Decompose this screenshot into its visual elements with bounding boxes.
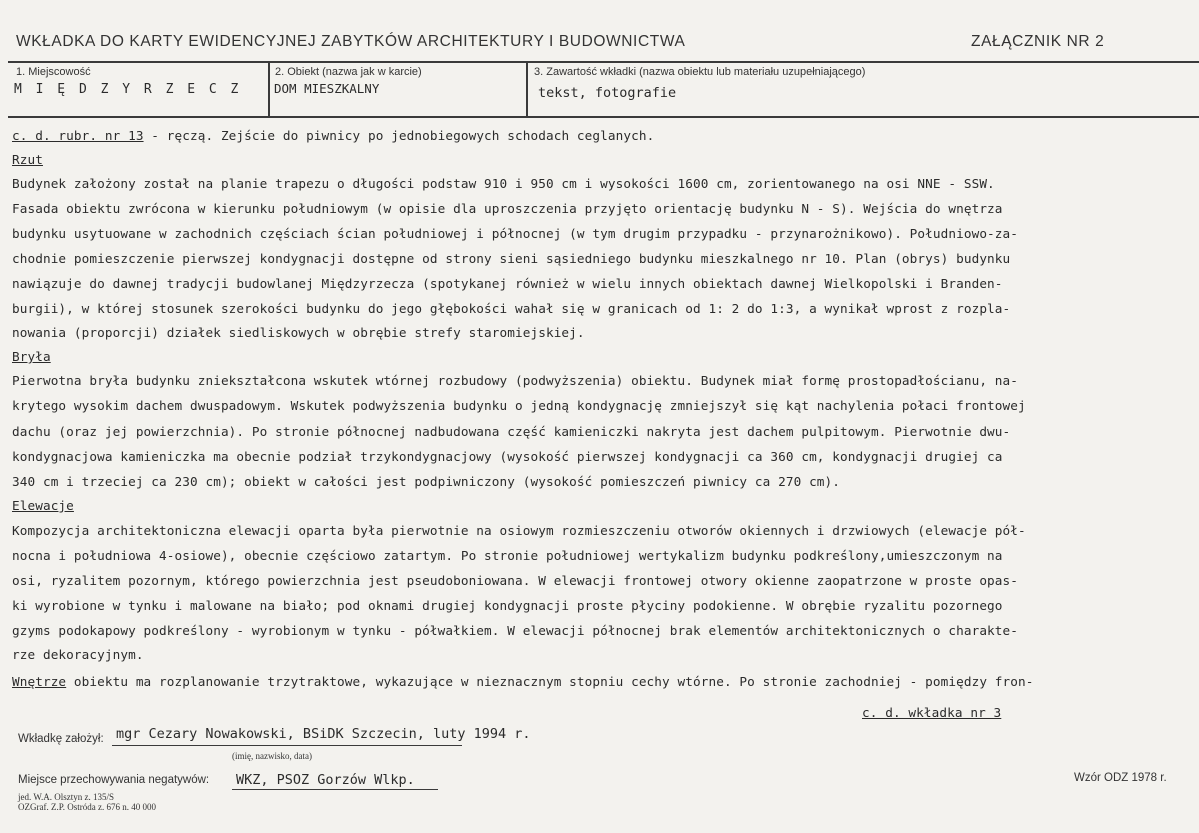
elewacje-line: Kompozycja architektoniczna elewacji oparta była pierwotnie na osiowym rozmieszczeniu otworów okiennych i drzwiowych (elewacje pół- [12, 523, 1026, 538]
rzut-line: Fasada obiektu zwrócona w kierunku południowym (w opisie dla uproszczenia przyjęto orientację budynku N - S). Wejścia do wnętrza [12, 201, 1003, 216]
intro-line [12, 128, 654, 143]
author-value: mgr Cezary Nowakowski, BSiDK Szczecin, luty 1994 r. [116, 726, 531, 742]
bryla-line: krytego wysokim dachem dwuspadowym. Wskutek podwyższenia budynku o jedną kondygnację zmniejszył się kąt nachylenia połaci frontowej [12, 398, 1026, 413]
negatives-underline [232, 789, 438, 790]
elewacje-line: rze dekoracyjnym. [12, 647, 144, 662]
rzut-line: budynku usytuowane w zachodnich częściach ścian południowej i północnej (w tym drugim przypadku - przynarożnikowo). Południowo-za- [12, 226, 1019, 241]
header-top-rule [8, 61, 1199, 63]
rzut-line: Budynek założony został na planie trapezu o długości podstaw 910 i 950 cm i wysokości 1600 cm, zorientowanego na osi NNE - SSW. [12, 176, 995, 191]
negatives-value: WKZ, PSOZ Gorzów Wlkp. [236, 772, 415, 788]
place-label: 1. Miejscowość [16, 66, 91, 78]
content-value: tekst, fotografie [538, 85, 677, 101]
wnetrze-rest: obiektu ma rozplanowanie trzytraktowe, wykazujące w nieznacznym stopniu cechy wtórne. Po stronie zachodniej - pomiędzy fron- [66, 674, 1034, 689]
content-label: 3. Zawartość wkładki (nazwa obiektu lub materiału uzupełniającego) [534, 66, 866, 78]
print-info-2: OZGraf. Z.P. Ostróda z. 676 n. 40 000 [18, 802, 156, 812]
negatives-label: Miejsce przechowywania negatywów: [18, 774, 210, 786]
continued-note: c. d. wkładka nr 3 [862, 705, 1002, 720]
rzut-line: nowania (proporcji) działek siedliskowych w obrębie strefy staromiejskiej. [12, 325, 585, 340]
bryla-line: 340 cm i trzeciej ca 230 cm); obiekt w całości jest podpiwniczony (wysokość pomieszczeń piwnicy ca 270 cm). [12, 474, 841, 489]
author-underline [112, 745, 462, 746]
object-label: 2. Obiekt (nazwa jak w karcie) [275, 66, 422, 78]
bryla-line: Pierwotna bryła budynku zniekształcona wskutek wtórnej rozbudowy (podwyższenia) obiektu. Budynek miał formę prostopadłościanu, na- [12, 373, 1019, 388]
elewacje-line: ki wyrobione w tynku i malowane na biało; pod oknami drugiej kondygnacji proste płyciny podokienne. W obrębie ryzalitu pozornego [12, 598, 1003, 613]
wnetrze-line [12, 674, 1034, 689]
intro-ref: c. d. rubr. nr 13 [12, 128, 144, 143]
header-bottom-rule [8, 116, 1199, 118]
print-info-1: jed. W.A. Olsztyn z. 135/S [18, 792, 114, 802]
author-label: Wkładkę założył: [18, 733, 104, 745]
attachment-number: ZAŁĄCZNIK NR 2 [971, 33, 1105, 50]
wnetrze-heading: Wnętrze [12, 674, 67, 689]
elewacje-line: nocna i południowa 4-osiowe), obecnie częściowo zatartym. Po stronie południowej wertykalizm budynku podkreślony,umieszczonym na [12, 548, 1003, 563]
field-divider-2 [526, 61, 528, 117]
elewacje-heading: Elewacje [12, 498, 74, 513]
elewacje-line: osi, ryzalitem pozornym, którego powierzchnia jest pseudoboniowana. W elewacji frontowej otwory okienne zaopatrzone w proste opas- [12, 573, 1019, 588]
form-model: Wzór ODZ 1978 r. [1074, 772, 1167, 784]
rzut-line: nawiązuje do dawnej tradycji budowlanej Międzyrzecza (spotykanej również w wielu innych obiektach dawnej Wielkopolski i Branden- [12, 276, 1003, 291]
author-caption: (imię, nazwisko, data) [232, 751, 312, 761]
rzut-line: chodnie pomieszczenie pierwszej kondygnacji dostępne od strony sieni sąsiedniego budynku mieszkalnego nr 10. Plan (obrys) budynku [12, 251, 1011, 266]
rzut-heading: Rzut [12, 152, 43, 167]
field-divider-1 [268, 61, 270, 117]
document-title: WKŁADKA DO KARTY EWIDENCYJNEJ ZABYTKÓW ARCHITEKTURY I BUDOWNICTWA [16, 33, 686, 50]
bryla-heading: Bryła [12, 349, 51, 364]
elewacje-line: gzyms podokapowy podkreślony - wyrobionym w tynku - półwałkiem. W elewacji północnej brak elementów architektonicznych o charakte- [12, 623, 1019, 638]
place-value: M I Ę D Z Y R Z E C Z [14, 82, 242, 97]
object-value: DOM MIESZKALNY [274, 81, 380, 96]
intro-rest: - ręczą. Zejście do piwnicy po jednobiegowych schodach ceglanych. [143, 128, 655, 143]
bryla-line: dachu (oraz jej powierzchnia). Po stronie północnej nadbudowana część kamieniczki nakryta jest dachem pulpitowym. Pierwotnie dwu- [12, 424, 1011, 439]
rzut-line: burgii), w której stosunek szerokości budynku do jego głębokości wahał się w granicach od 1: 2 do 1:3, a wynikał wprost z rozpla- [12, 301, 1011, 316]
bryla-line: kondygnacjowa kamieniczka ma obecnie podział trzykondygnacjowy (wysokość pierwszej kondygnacji ca 360 cm, kondygnacji drugiej ca [12, 449, 1003, 464]
